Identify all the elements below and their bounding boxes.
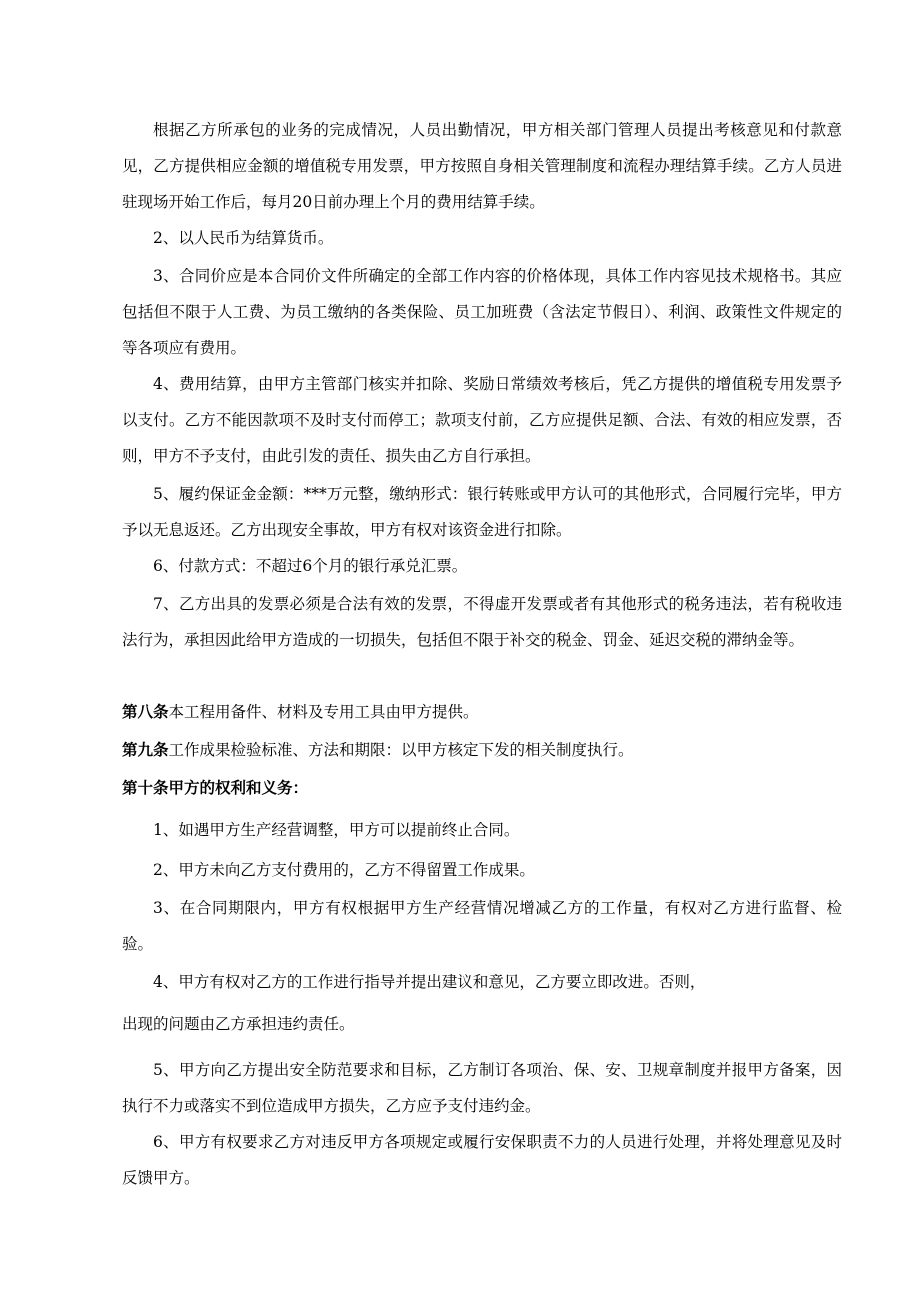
article-8-label: 第八条 xyxy=(122,702,169,721)
article-9-label: 第九条 xyxy=(122,740,169,759)
article-8-text: 本工程用备件、材料及专用工具由甲方提供。 xyxy=(168,703,479,721)
duty-5: 5、甲方向乙方提出安全防范要求和目标，乙方制订各项治、保、安、卫规章制度并报甲方备案，因执行不力或落实不到位造成甲方损失，乙方应予支付违约金。 xyxy=(122,1061,842,1115)
article-9 xyxy=(122,732,842,768)
paragraph-clause-3: 3、合同价应是本合同价文件所确定的全部工作内容的价格体现，具体工作内容见技术规格书。其应包括但不限于人工费、为员工缴纳的各类保险、员工加班费（含法定节假日）、利润、政策性文件规定的等各项应有费用。 xyxy=(122,267,842,357)
article-9-text: 工作成果检验标准、方法和期限：以甲方核定下发的相关制度执行。 xyxy=(168,741,634,759)
duty-6: 6、甲方有权要求乙方对违反甲方各项规定或履行安保职责不力的人员进行处理，并将处理意见及时反馈甲方。 xyxy=(122,1133,842,1187)
paragraph-clause-2: 2、以人民币为结算货币。 xyxy=(153,229,334,247)
duty-2: 2、甲方未向乙方支付费用的，乙方不得留置工作成果。 xyxy=(153,861,535,879)
paragraph-settlement-basis: 根据乙方所承包的业务的完成情况，人员出勤情况，甲方相关部门管理人员提出考核意见和付款意见，乙方提供相应金额的增值税专用发票，甲方按照自身相关管理制度和流程办理结算手续。乙方人员进驻现场开始工作后，每月20日前办理上个月的费用结算手续。 xyxy=(122,121,842,211)
article-8 xyxy=(122,694,842,730)
duty-4-line-2: 出现的问题由乙方承担违约责任。 xyxy=(122,1015,355,1033)
paragraph-clause-4: 4、费用结算，由甲方主管部门核实并扣除、奖励日常绩效考核后，凭乙方提供的增值税专用发票予以支付。乙方不能因款项不及时支付而停工；款项支付前，乙方应提供足额、合法、有效的相应发票，否则，甲方不予支付，由此引发的责任、损失由乙方自行承担。 xyxy=(122,375,842,465)
duty-1: 1、如遇甲方生产经营调整，甲方可以提前终止合同。 xyxy=(153,821,520,839)
paragraph-clause-6: 6、付款方式：不超过6个月的银行承兑汇票。 xyxy=(153,557,468,575)
duty-4-line-1: 4、甲方有权对乙方的工作进行指导并提出建议和意见，乙方要立即改进。否则， xyxy=(153,973,706,991)
article-10-heading: 第十条甲方的权利和义务： xyxy=(122,778,309,797)
duty-3: 3、在合同期限内，甲方有权根据甲方生产经营情况增减乙方的工作量，有权对乙方进行监督、检验。 xyxy=(122,899,842,953)
paragraph-clause-7: 7、乙方出具的发票必须是合法有效的发票，不得虚开发票或者有其他形式的税务违法，若有税收违法行为，承担因此给甲方造成的一切损失，包括但不限于补交的税金、罚金、延迟交税的滞纳金等。 xyxy=(122,595,842,649)
paragraph-clause-5: 5、履约保证金金额：***万元整，缴纳形式：银行转账或甲方认可的其他形式，合同履行完毕，甲方予以无息返还。乙方出现安全事故，甲方有权对该资金进行扣除。 xyxy=(122,485,842,539)
